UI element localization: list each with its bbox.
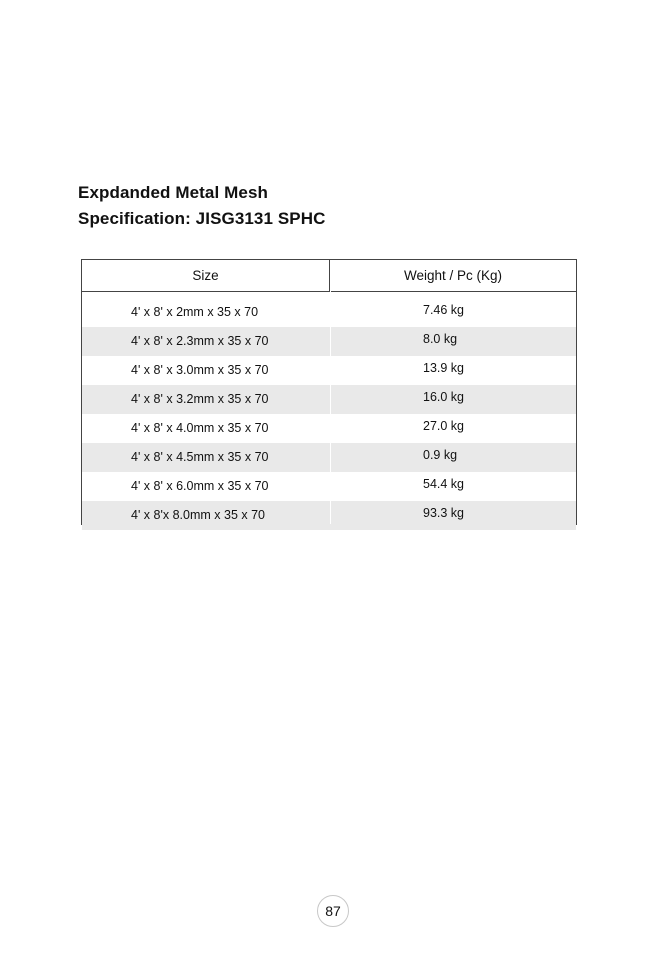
weight-cell: 54.4 kg bbox=[423, 477, 465, 491]
header-size: Size bbox=[82, 260, 330, 291]
size-cell: 4' x 8' x 4.0mm x 35 x 70 bbox=[131, 421, 269, 435]
specification-line: Specification: JISG3131 SPHC bbox=[78, 209, 326, 228]
weight-cell: 93.3 kg bbox=[423, 506, 465, 520]
size-cell: 4' x 8' x 2mm x 35 x 70 bbox=[131, 305, 259, 319]
header-weight: Weight / Pc (Kg) bbox=[403, 268, 503, 283]
size-cell: 4' x 8' x 3.0mm x 35 x 70 bbox=[131, 363, 269, 377]
table-row bbox=[82, 443, 576, 472]
column-gap bbox=[330, 291, 331, 524]
table-row bbox=[82, 356, 576, 385]
weight-cell: 16.0 kg bbox=[423, 390, 465, 404]
weight-cell: 27.0 kg bbox=[423, 419, 465, 433]
size-cell: 4' x 8'x 8.0mm x 35 x 70 bbox=[131, 508, 265, 522]
table-body bbox=[82, 298, 576, 530]
size-cell: 4' x 8' x 6.0mm x 35 x 70 bbox=[131, 479, 269, 493]
table-row bbox=[82, 414, 576, 443]
size-cell: 4' x 8' x 3.2mm x 35 x 70 bbox=[131, 392, 269, 406]
weight-cell: 13.9 kg bbox=[423, 361, 465, 375]
table-row bbox=[82, 298, 576, 327]
table-row bbox=[82, 472, 576, 501]
page-number: 87 bbox=[317, 895, 349, 927]
table-row bbox=[82, 501, 576, 530]
spec-table bbox=[81, 259, 577, 525]
weight-cell: 7.46 kg bbox=[423, 303, 465, 317]
size-cell: 4' x 8' x 4.5mm x 35 x 70 bbox=[131, 450, 269, 464]
weight-cell: 8.0 kg bbox=[423, 332, 458, 346]
table-row bbox=[82, 327, 576, 356]
document-title: Expdanded Metal Mesh bbox=[78, 183, 268, 202]
size-cell: 4' x 8' x 2.3mm x 35 x 70 bbox=[131, 334, 269, 348]
table-header-row bbox=[82, 260, 576, 292]
weight-cell: 0.9 kg bbox=[423, 448, 458, 462]
table-row bbox=[82, 385, 576, 414]
